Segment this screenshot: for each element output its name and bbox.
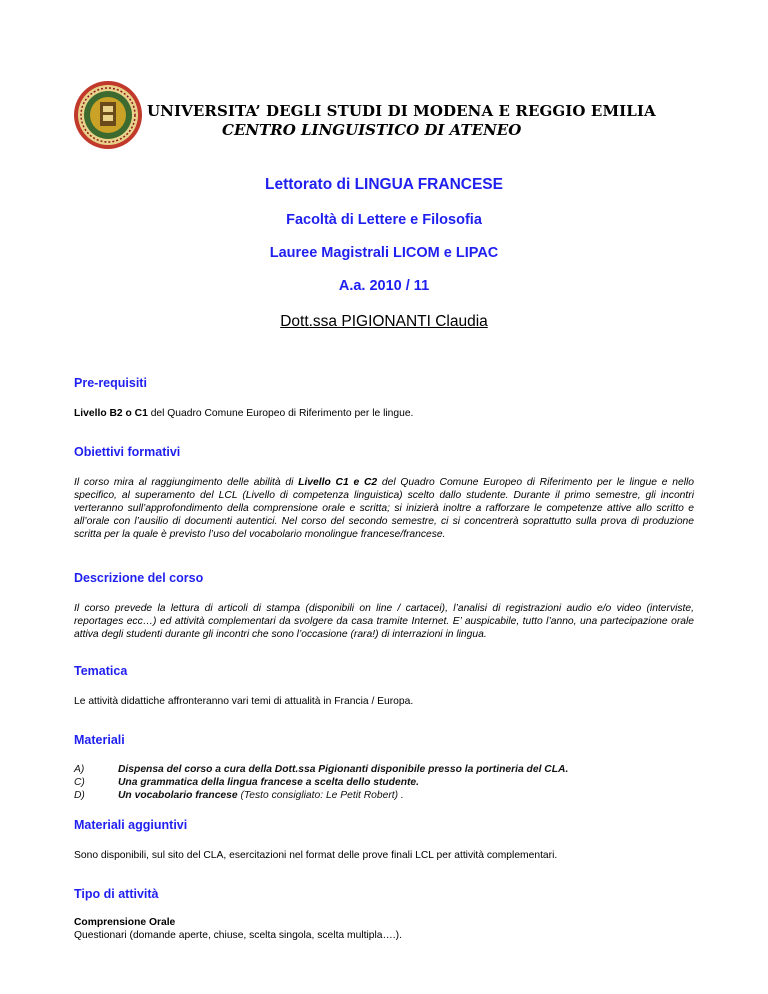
extra-materials-text: Sono disponibili, sul sito del CLA, esercitazioni nel format delle prove finali LCL per attività complementari. [74, 850, 558, 861]
center-name: CENTRO LINGUISTICO DI ATENEO [222, 121, 522, 139]
prereq-heading: Pre-requisiti [74, 376, 147, 390]
description-heading: Descrizione del corso [74, 571, 204, 585]
theme-text: Le attività didattiche affronteranno vari temi di attualità in Francia / Europa. [74, 696, 414, 707]
extra-materials-heading: Materiali aggiuntivi [74, 818, 188, 832]
academic-year: A.a. 2010 / 11 [338, 278, 430, 294]
description-text: Il corso prevede la lettura di articoli di stampa (disponibili on line / cartacei), l’analisi di registrazioni audio e/o video (interviste, reportages ecc…) ed attività complementari da svolgere da casa tramite Internet. E’ auspicabile, tutto l’anno, una partecipazione orale attiva degli studenti durante gli incontri che sono l’occasione (rara!) di interrazioni in lingua. [74, 603, 694, 640]
activity-heading: Tipo di attività [74, 887, 159, 901]
course-title: Lettorato di LINGUA FRANCESE [265, 176, 503, 193]
activity-text: Questionari (domande aperte, chiuse, scelta singola, scelta multipla….). [74, 930, 402, 941]
objectives-heading: Obiettivi formativi [74, 445, 181, 459]
materials-heading: Materiali [74, 733, 125, 747]
faculty-title: Facoltà di Lettere e Filosofia [286, 212, 482, 228]
teacher-name: Dott.ssa PIGIONANTI Claudia [280, 313, 488, 330]
theme-heading: Tematica [74, 664, 128, 678]
activity-subheading: Comprensione Orale [74, 917, 176, 928]
objectives-text: Il corso mira al raggiungimento delle abilità di Livello C1 e C2 del Quadro Comune Europeo di Riferimento per le lingue e nello specifico, al superamento del LCL (Livello di competenza linguistica) scelto dallo studente. Durante il primo semestre, gli incontri verteranno sull’approfondimento della comprensione orale e scritta; si inizierà inoltre a rafforzare le competenze attive allo scritto e all’orale con l’ausilio di documenti autentici. Nel corso del secondo semestre, ci si concentrerà soprattutto sulla prova di produzione scritta per la quale è previsto l’uso del vocabolario monolingue francese/francese. [74, 477, 695, 540]
university-name: UNIVERSITA’ DEGLI STUDI DI MODENA E REGGIO EMILIA [147, 102, 656, 120]
degrees-title: Lauree Magistrali LICOM e LIPAC [269, 245, 499, 261]
university-seal-icon [73, 80, 143, 150]
prereq-text: Livello B2 o C1 del Quadro Comune Europeo di Riferimento per le lingue. [74, 408, 414, 419]
